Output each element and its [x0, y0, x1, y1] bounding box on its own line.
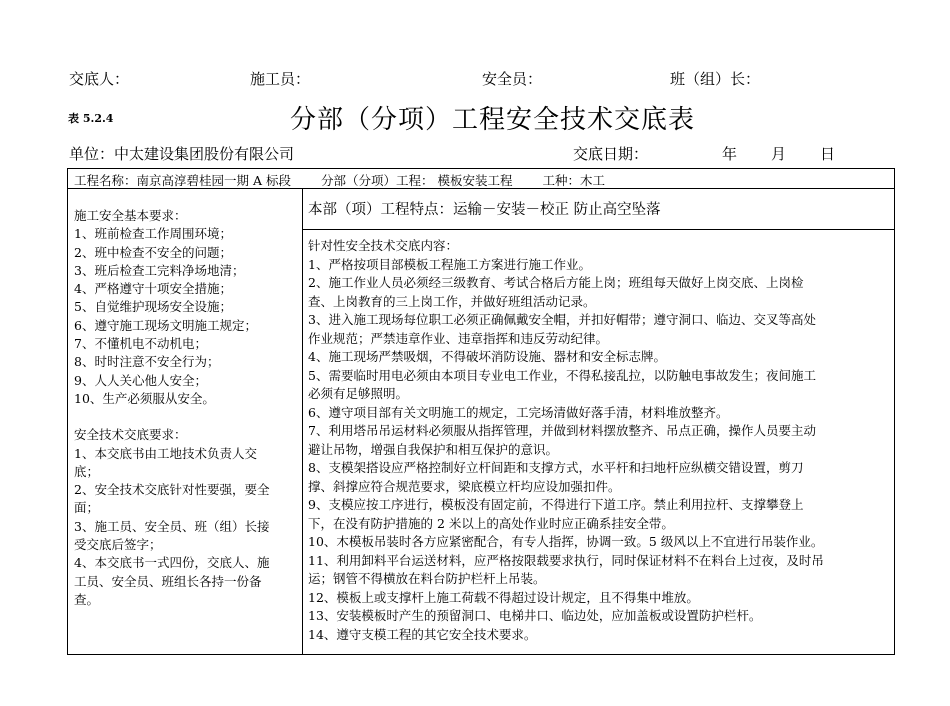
column-divider: [302, 188, 303, 654]
list-item: 工员、安全员、班组长各持一份备: [74, 573, 262, 589]
list-item: 查。: [74, 591, 100, 607]
content-line: 2、施工作业人员必须经三级教育、考试合格后方能上岗；班组每天做好上岗交底、上岗检: [308, 275, 804, 290]
table-divider: [68, 188, 894, 189]
content-line: 8、支模架搭设应严格控制好立杆间距和支撑方式，水平杆和扫地杆应纵横交错设置，剪刀: [308, 460, 804, 475]
content-line: 运；钢管不得横放在料台防护栏杆上吊装。: [308, 571, 546, 586]
list-item: 底；: [74, 463, 100, 479]
list-item: 受交底后签字；: [74, 537, 162, 553]
signer-label: 交底人：: [69, 70, 130, 88]
content-line: 6、遵守项目部有关文明施工的规定，工完场清做好落手清，材料堆放整齐。: [308, 404, 729, 420]
content-line: 3、进入施工现场每位职工必须正确佩戴安全帽，并扣好帽带；遵守洞口、临边、交叉等高处: [308, 312, 816, 327]
date-label: 交底日期：: [573, 145, 649, 163]
content-line: 避让吊物，增强自我保护和相互保护的意识。: [308, 441, 559, 457]
disclosure-content-list: [308, 256, 892, 645]
date-month: 月: [771, 145, 787, 163]
list-item: 3、施工员、安全员、班（组）长接: [74, 518, 270, 534]
left-column: [74, 207, 300, 609]
content-line: 14、遵守支模工程的其它安全技术要求。: [308, 626, 537, 642]
document-title: 分部（分项）工程安全技术交底表: [290, 105, 696, 135]
disclosure-content-title: 针对性安全技术交底内容：: [308, 238, 459, 253]
list-item: 面；: [74, 500, 100, 516]
content-line: 必须有足够照明。: [308, 386, 409, 401]
list-item: 4、严格遵守十项安全措施；: [74, 281, 232, 297]
unit-label: 单位：中太建设集团股份有限公司: [69, 145, 295, 163]
list-item: 5、自觉维护现场安全设施；: [74, 299, 232, 315]
list-item: 2、班中检查不安全的问题；: [74, 244, 232, 260]
date-year: 年: [722, 145, 738, 163]
content-line: 4、施工现场严禁吸烟，不得破坏消防设施、器材和安全标志牌。: [308, 349, 666, 364]
team-leader-label: 班（组）长：: [670, 70, 761, 88]
project-info-row: [74, 171, 631, 189]
right-column: [308, 237, 892, 644]
content-line: 下，在没有防护措施的 2 米以上的高处作业时应正确系挂安全带。: [308, 515, 674, 531]
content-line: 撑、斜撑应符合规范要求，梁底模立杆均应设加强扣件。: [308, 478, 621, 494]
list-item: 8、时时注意不安全行为；: [74, 354, 220, 370]
date-day: 日: [820, 145, 836, 163]
list-item: 9、人人关心他人安全；: [74, 372, 207, 388]
disclosure-table: [67, 168, 895, 655]
list-item: 1、班前检查工作周围环境；: [74, 226, 232, 242]
content-line: 9、支模应按工序进行，模板没有固定前，不得进行下道工序。禁止利用拉杆、支撑攀登上: [308, 497, 804, 512]
project-feature: 本部（项）工程特点：运输－安装－校正 防止高空坠落: [308, 202, 661, 218]
list-item: 7、不懂机电不动机电；: [74, 336, 207, 352]
tech-requirements-title: 安全技术交底要求：: [74, 427, 187, 443]
tech-requirements-list: [74, 445, 300, 610]
content-line: 作业规范；严禁违章作业、违章指挥和违反劳动纪律。: [308, 330, 609, 346]
trade-name: 工种：木工: [542, 173, 605, 188]
list-item: 6、遵守施工现场文明施工规定；: [74, 317, 257, 333]
content-line: 查、上岗教育的三上岗工作，并做好班组活动记录。: [308, 293, 596, 309]
content-line: 12、模板上或支撑杆上施工荷载不得超过设计规定，且不得集中堆放。: [308, 589, 699, 605]
content-line: 1、严格按项目部模板工程施工方案进行施工作业。: [308, 256, 591, 272]
basic-requirements-list: [74, 225, 300, 408]
list-item: 3、班后检查工完料净场地清；: [74, 262, 245, 278]
content-line: 10、木模板吊装时各方应紧密配合，有专人指挥，协调一致。5 级风以上不宜进行吊装作业。: [308, 534, 824, 549]
basic-requirements-title: 施工安全基本要求：: [74, 208, 187, 223]
content-line: 11、利用卸料平台运送材料，应严格按限载要求执行，同时保证材料不在料台上过夜，及时吊: [308, 552, 824, 568]
construction-worker-label: 施工员：: [250, 70, 311, 88]
feature-divider: [302, 229, 894, 230]
content-line: 7、利用塔吊吊运材料必须服从指挥管理，并做到材料摆放整齐、吊点正确，操作人员要主动: [308, 423, 816, 438]
table-number: 表 5.2.4: [68, 112, 114, 125]
list-item: 2、安全技术交底针对性要强，要全: [74, 482, 270, 498]
content-line: 13、安装模板时产生的预留洞口、电梯井口、临边处，应加盖板或设置防护栏杆。: [308, 608, 762, 623]
list-item: 10、生产必须服从安全。: [74, 390, 215, 406]
list-item: 1、本交底书由工地技术负责人交: [74, 445, 257, 461]
content-line: 5、需要临时用电必须由本项目专业电工作业，不得私接乱拉，以防触电事故发生；夜间施工: [308, 367, 816, 383]
safety-officer-label: 安全员：: [482, 70, 543, 88]
project-name: 工程名称：南京高淳碧桂园一期 A 标段: [74, 173, 291, 188]
list-item: 4、本交底书一式四份，交底人、施: [74, 555, 270, 571]
subproject-name: 分部（分项）工程： 模板安装工程: [320, 173, 513, 188]
